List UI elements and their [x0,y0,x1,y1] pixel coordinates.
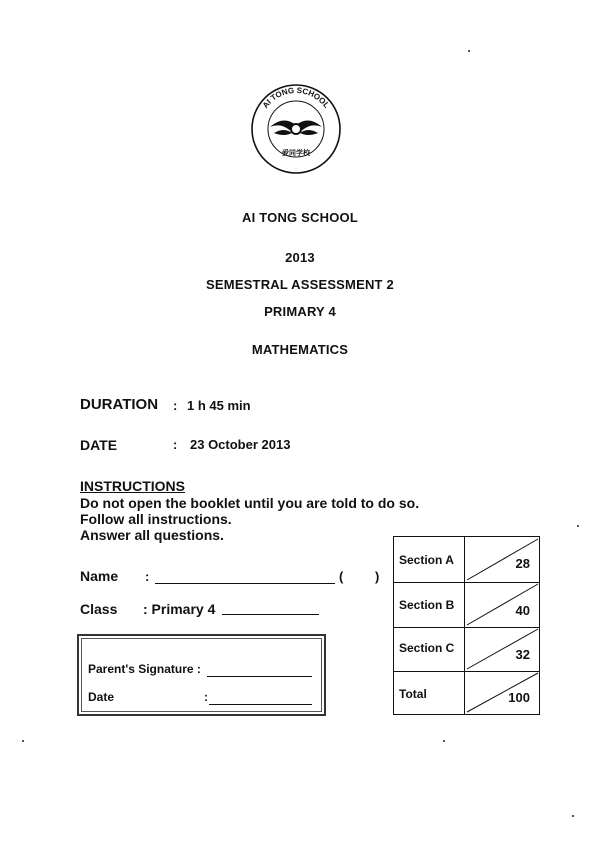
score-row-label: Section C [399,641,455,655]
date-value: 23 October 2013 [190,437,291,452]
school-name: AI TONG SCHOOL [242,210,358,225]
parent-signature-box [77,634,326,716]
instruction-line: Answer all questions. [80,527,224,543]
level-title: PRIMARY 4 [264,304,336,319]
svg-text:AI TONG SCHOOL: AI TONG SCHOOL [260,85,332,110]
parent-date-separator: : [204,690,208,704]
score-row-section-b [394,582,539,628]
logo-chinese-text: 爱同学校 [282,149,310,157]
name-field-line[interactable] [155,583,335,584]
date-separator: : [173,437,178,452]
parent-signature-line[interactable] [207,676,312,677]
school-crest-logo [250,83,342,175]
subject-title: MATHEMATICS [251,342,349,357]
scan-speck [577,525,579,527]
score-row-section-c [394,627,539,672]
score-max: 100 [508,690,530,705]
duration-label: DURATION [80,396,159,413]
score-cell[interactable] [464,537,540,582]
name-label: Name [80,568,119,584]
date-label: DATE [80,437,118,453]
scan-speck [22,740,24,742]
score-table [393,536,540,715]
scan-speck [572,815,574,817]
parent-date-label: Date [88,690,115,704]
score-row-label: Section B [399,598,455,612]
score-row-label: Section A [399,553,454,567]
score-cell[interactable] [464,627,540,671]
assessment-title: SEMESTRAL ASSESSMENT 2 [206,277,394,292]
parent-date-line[interactable] [209,704,312,705]
class-value: : Primary 4 [143,601,216,617]
score-max: 32 [515,647,530,662]
scan-speck [443,740,445,742]
score-max: 40 [515,603,530,618]
index-close-paren: ) [375,569,380,584]
duration-separator: : [173,398,178,413]
instruction-line: Do not open the booklet until you are told to do so. [80,495,420,511]
duration-value: 1 h 45 min [187,398,251,413]
instruction-line: Follow all instructions. [80,511,232,527]
score-cell[interactable] [464,582,540,627]
score-row-section-a [394,537,539,583]
instructions-heading: INSTRUCTIONS [80,478,185,494]
score-max: 28 [515,556,530,571]
score-cell[interactable] [464,671,540,714]
class-field-line[interactable] [222,614,319,615]
score-row-total [394,671,539,714]
index-open-paren: ( [339,569,344,584]
name-separator: : [145,569,150,584]
parent-signature-label: Parent's Signature : [88,662,201,676]
score-row-label: Total [399,687,427,701]
class-label: Class [80,601,118,617]
exam-year: 2013 [285,250,315,265]
scan-speck [468,50,470,52]
